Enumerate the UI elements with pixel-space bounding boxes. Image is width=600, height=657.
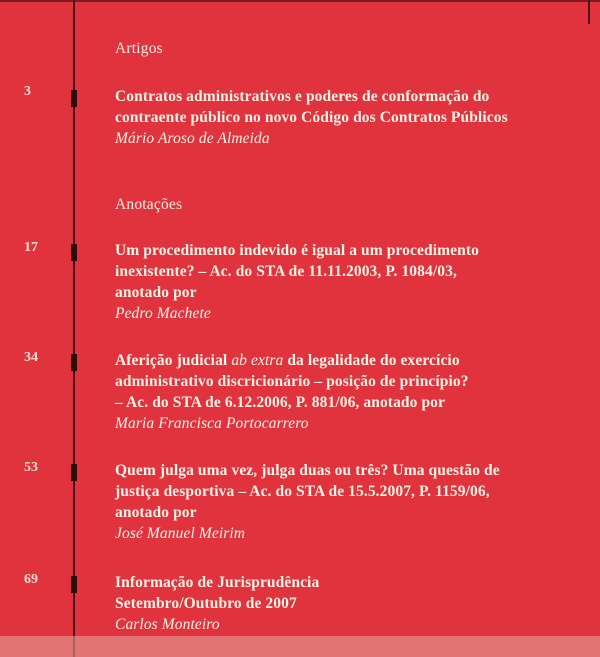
entry-title-line: Quem julga uma vez, julga duas ou três? Uma questão de — [115, 462, 500, 479]
entry-author: Pedro Machete — [115, 305, 211, 322]
section-title-artigos: Artigos — [115, 40, 163, 57]
entry-title-line: anotado por — [115, 284, 197, 301]
entry-title-line: inexistente? – Ac. do STA de 11.11.2003, P. 1084/03, — [115, 263, 457, 280]
entry-title-line: justiça desportiva – Ac. do STA de 15.5.2007, P. 1159/06, — [115, 483, 490, 500]
page-tick — [71, 244, 77, 261]
right-rule — [588, 0, 590, 24]
bottom-band — [0, 636, 600, 657]
section-title-anotacoes: Anotações — [115, 196, 183, 213]
page-tick — [71, 354, 77, 371]
top-border — [0, 0, 600, 2]
page-tick — [71, 464, 77, 481]
entry-title-line: administrativo discricionário – posição de princípio? — [115, 373, 469, 390]
entry-title-line: anotado por — [115, 504, 197, 521]
page-number: 3 — [24, 84, 31, 99]
entry-title-line: Contratos administrativos e poderes de conformação do — [115, 88, 490, 105]
page-tick — [71, 576, 77, 593]
page-tick — [71, 90, 77, 107]
page-number: 69 — [24, 572, 38, 587]
page-number: 17 — [24, 240, 38, 255]
entry-author: Maria Francisca Portocarrero — [115, 415, 309, 432]
entry-title-line: Setembro/Outubro de 2007 — [115, 595, 297, 612]
page-number: 34 — [24, 350, 38, 365]
entry-title-line: Informação de Jurisprudência — [115, 574, 320, 591]
page-number: 53 — [24, 460, 38, 475]
entry-title-line: Um procedimento indevido é igual a um procedimento — [115, 242, 479, 259]
entry-author: Mário Aroso de Almeida — [115, 130, 270, 147]
entry-author: José Manuel Meirim — [115, 525, 246, 542]
title-segment: Aferição judicial — [115, 352, 232, 369]
entry-title-line: contraente público no novo Código dos Contratos Públicos — [115, 109, 508, 126]
entry-author: Carlos Monteiro — [115, 616, 220, 633]
title-italic-segment: ab extra — [231, 352, 284, 369]
title-segment: da legalidade do exercício — [283, 352, 460, 369]
entry-title-line — [115, 350, 585, 371]
entry-title-line: – Ac. do STA de 6.12.2006, P. 881/06, anotado por — [115, 394, 446, 411]
